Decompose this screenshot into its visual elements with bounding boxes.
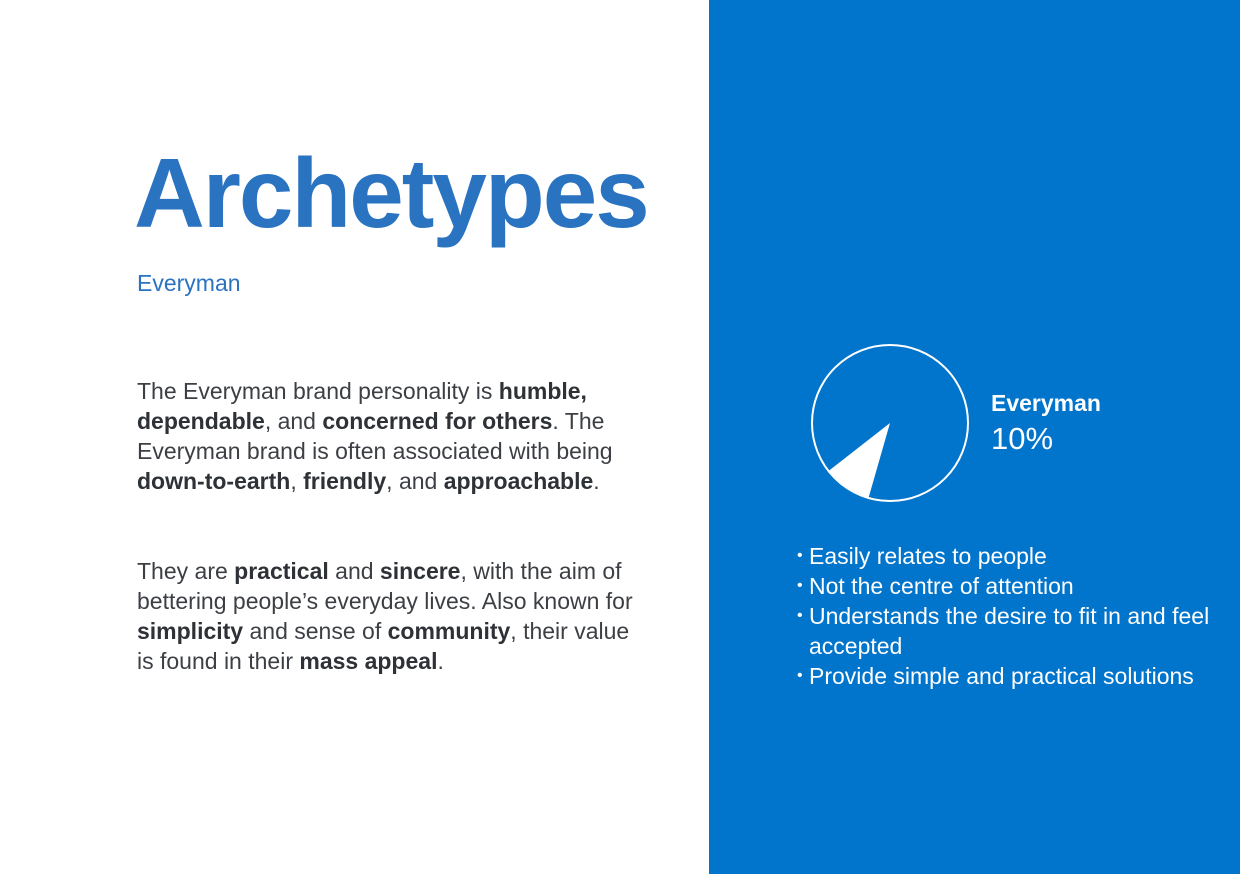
emphasis-text: concerned for others bbox=[322, 408, 553, 434]
body-text: , bbox=[290, 468, 304, 494]
bullet-icon: • bbox=[797, 607, 803, 624]
pie-chart bbox=[810, 343, 970, 503]
trait-item bbox=[797, 541, 1217, 571]
page-subtitle: Everyman bbox=[137, 270, 241, 296]
trait-item bbox=[797, 661, 1217, 691]
emphasis-text: community bbox=[387, 618, 511, 644]
body-text: The Everyman brand personality is bbox=[137, 378, 499, 404]
bullet-icon: • bbox=[797, 577, 803, 594]
body-text: , and bbox=[264, 408, 323, 434]
right-panel bbox=[709, 0, 1240, 874]
bullet-icon: • bbox=[797, 667, 803, 684]
description-paragraph-2 bbox=[137, 556, 637, 676]
emphasis-text: approachable bbox=[443, 468, 594, 494]
traits-list bbox=[797, 541, 1217, 691]
body-text: , with the aim of bettering people’s everyday lives. Also known for bbox=[137, 558, 633, 614]
description-paragraph-1 bbox=[137, 376, 637, 496]
pie-label-name: Everyman bbox=[991, 390, 1101, 416]
pie-label-value: 10% bbox=[991, 421, 1054, 456]
emphasis-text: down-to-earth bbox=[137, 468, 291, 494]
trait-text: Understands the desire to fit in and feel accepted bbox=[809, 603, 1210, 659]
body-text: They are bbox=[137, 558, 235, 584]
body-text: . bbox=[437, 648, 444, 674]
emphasis-text: humble, dependable bbox=[137, 378, 587, 434]
trait-item bbox=[797, 601, 1217, 661]
trait-text: Provide simple and practical solutions bbox=[809, 663, 1194, 689]
body-text: , and bbox=[386, 468, 444, 494]
emphasis-text: practical bbox=[234, 558, 329, 584]
trait-item bbox=[797, 571, 1217, 601]
emphasis-text: sincere bbox=[379, 558, 461, 584]
pie-legend bbox=[991, 389, 1101, 459]
body-text: and bbox=[328, 558, 380, 584]
emphasis-text: mass appeal bbox=[299, 648, 438, 674]
trait-text: Easily relates to people bbox=[809, 543, 1047, 569]
emphasis-text: simplicity bbox=[137, 618, 244, 644]
body-text: and sense of bbox=[243, 618, 388, 644]
emphasis-text: friendly bbox=[303, 468, 387, 494]
body-text: . bbox=[593, 468, 600, 494]
body-text: , their value is found in their bbox=[137, 618, 630, 674]
page-title: Archetypes bbox=[134, 138, 648, 248]
body-text: . The Everyman brand is often associated with being bbox=[137, 408, 613, 464]
bullet-icon: • bbox=[797, 547, 803, 564]
pie-slice-everyman bbox=[829, 423, 890, 498]
trait-text: Not the centre of attention bbox=[809, 573, 1074, 599]
